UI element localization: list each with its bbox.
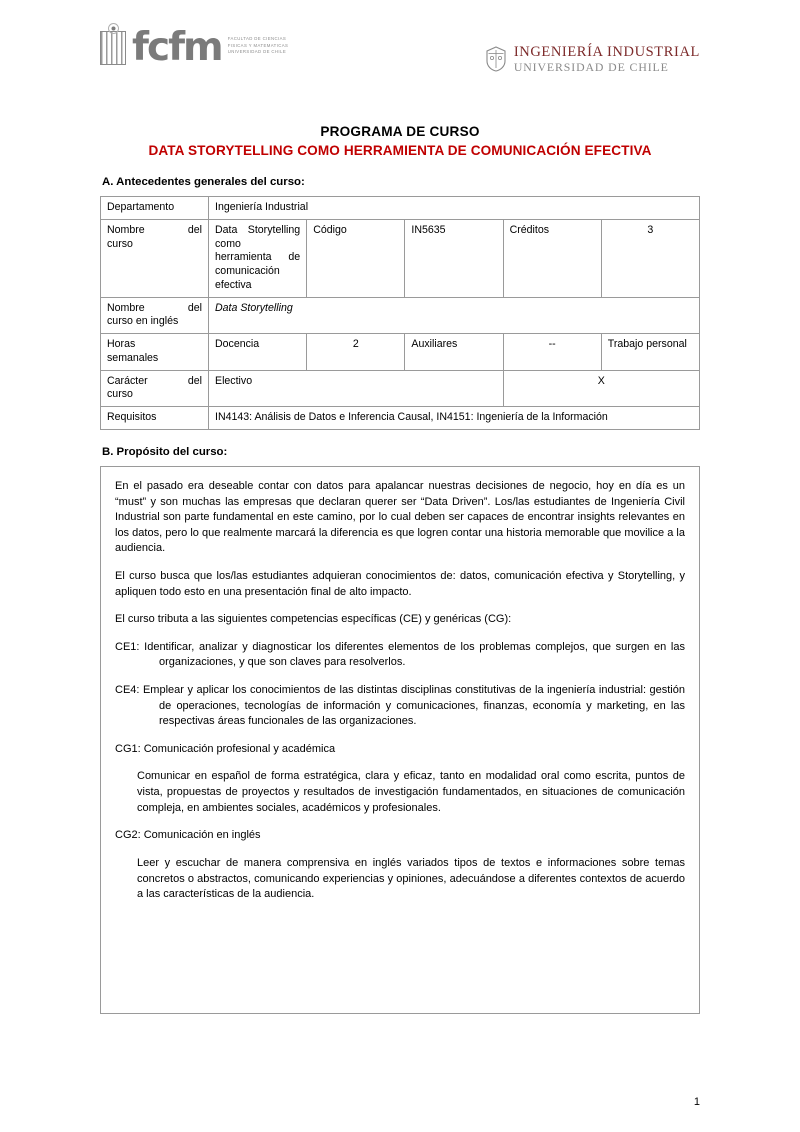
- horas-semanales-label: [101, 334, 209, 371]
- course-details-table: [100, 196, 700, 430]
- fcfm-emblem-icon: [100, 31, 126, 65]
- nombre-curso-label-word-3: curso: [107, 237, 133, 250]
- competency-cg1-title: CG1: Comunicación profesional y académica: [115, 742, 336, 755]
- table-row: [101, 197, 700, 220]
- fcfm-subtitle-line-3: UNIVERSIDAD DE CHILE: [227, 49, 287, 55]
- ii-logo-line-2: UNIVERSIDAD DE CHILE: [513, 59, 669, 74]
- purpose-paragraph-3: El curso tributa a las siguientes competencias específicas (CE) y genéricas (CG):: [115, 613, 512, 626]
- docencia-label: Docencia: [209, 334, 307, 371]
- nombre-curso-label: [101, 219, 209, 297]
- fcfm-subtitle: [228, 36, 289, 59]
- competency-ce4: CE4: Emplear y aplicar los conocimientos de las distintas disciplinas constitutivas de la ingeniería industrial: gestión de operaciones, tecnologías de información y comunicaciones, finanzas, economía y marketing, en las respectivas áreas funcionales de las organizaciones.: [115, 684, 685, 728]
- page-number: 1: [693, 1096, 700, 1108]
- codigo-value: IN5635: [405, 219, 503, 297]
- fcfm-wordmark: fcfm: [132, 25, 222, 70]
- logo-row: [100, 25, 700, 102]
- requisitos-value: IN4143: Análisis de Datos e Inferencia Causal, IN4151: Ingeniería de la Información: [209, 407, 700, 430]
- table-row: [101, 407, 700, 430]
- competency-cg2-body: Leer y escuchar de manera comprensiva en inglés variados tipos de textos e informaciones sobre temas concretos o abstractos, comunicando experiencias y opiniones, adecuándose a diferentes contextos de acuerdo a las características de la audiencia.: [137, 856, 685, 901]
- page-subtitle: DATA STORYTELLING COMO HERRAMIENTA DE COMUNICACIÓN EFECTIVA: [148, 143, 652, 158]
- caracter-curso-mark: X: [503, 370, 699, 407]
- ingenieria-industrial-logo: [485, 30, 700, 74]
- departamento-label: Departamento: [101, 197, 209, 220]
- creditos-label: Créditos: [503, 219, 601, 297]
- auxiliares-value: --: [503, 334, 601, 371]
- competency-ce1: CE1: Identificar, analizar y diagnosticar los diferentes elementos de los problemas complejos, que surgen en las organizaciones, y que son claves para resolverlos.: [115, 640, 685, 669]
- competency-cg2-title: CG2: Comunicación en inglés: [115, 829, 261, 842]
- caracter-label-word-1: Carácter: [107, 374, 148, 387]
- purpose-paragraph-2: El curso busca que los/las estudiantes adquieran conocimientos de: datos, comunicación efectiva y Storytelling, y apliquen todo esto en una presentación final de alto impacto.: [115, 570, 685, 598]
- university-crest-icon: [485, 46, 507, 72]
- table-row: [101, 370, 700, 407]
- purpose-paragraph-1: En el pasado era deseable contar con datos para apalancar nuestras decisiones de negocio, hoy en día es un “must” y son muchas las empresas que declaran querer ser “Data Driven”. Los/las estudiantes de Ingeniería Civil Industrial son parte fundamental en este camino, por lo cual deben ser capaces de encontrar insights relevantes en los datos, pero lo que realmente marcará la diferencia es que logren contar una historia memorable que movilice a la audiencia.: [115, 479, 685, 555]
- nombre-curso-value: Data Storytelling como herramienta de comunicación efectiva: [209, 219, 307, 297]
- trabajo-personal-label: Trabajo personal: [601, 334, 699, 371]
- competency-cg1-body: Comunicar en español de forma estratégica, clara y eficaz, tanto en modalidad oral como escrita, puntos de vista, propuestas de proyectos y resultados de investigación fundamentados, en situaciones de comunicación compleja, en ambientes sociales, académicos y profesionales.: [137, 770, 685, 814]
- table-row: [101, 334, 700, 371]
- table-row: [101, 297, 700, 334]
- nombre-ingles-label: [101, 297, 209, 334]
- nombre-ingles-label-word-3: curso en inglés: [107, 315, 179, 328]
- nombre-ingles-value: Data Storytelling: [209, 297, 700, 334]
- horas-label-word-2: semanales: [107, 351, 159, 364]
- fcfm-subtitle-line-1: FACULTAD DE CIENCIAS: [227, 36, 287, 42]
- fcfm-subtitle-line-2: FISICAS Y MATEMATICAS: [227, 42, 289, 48]
- creditos-value: 3: [601, 219, 699, 297]
- horas-label-word-1: Horas: [107, 338, 136, 351]
- requisitos-label: Requisitos: [101, 407, 209, 430]
- caracter-curso-value: Electivo: [209, 370, 504, 407]
- caracter-label-word-3: curso: [107, 388, 133, 401]
- ii-logo-line-1: INGENIERÍA INDUSTRIAL: [513, 44, 700, 60]
- auxiliares-label: Auxiliares: [405, 334, 503, 371]
- table-row: [101, 219, 700, 297]
- codigo-label: Código: [307, 219, 405, 297]
- page-title: PROGRAMA DE CURSO: [320, 124, 480, 139]
- nombre-ingles-label-word-1: Nombre: [107, 301, 145, 314]
- caracter-label-word-2: del: [187, 374, 202, 387]
- nombre-curso-label-word-1: Nombre: [107, 223, 145, 236]
- nombre-ingles-label-word-2: del: [187, 301, 202, 314]
- purpose-box: [100, 466, 700, 1014]
- caracter-curso-label: [101, 370, 209, 407]
- nombre-curso-label-word-2: del: [187, 223, 202, 236]
- section-a-heading: A. Antecedentes generales del curso:: [102, 176, 305, 188]
- fcfm-logo: [100, 25, 289, 70]
- departamento-value: Ingeniería Industrial: [209, 197, 700, 220]
- section-b-heading: B. Propósito del curso:: [102, 445, 228, 458]
- docencia-value: 2: [307, 334, 405, 371]
